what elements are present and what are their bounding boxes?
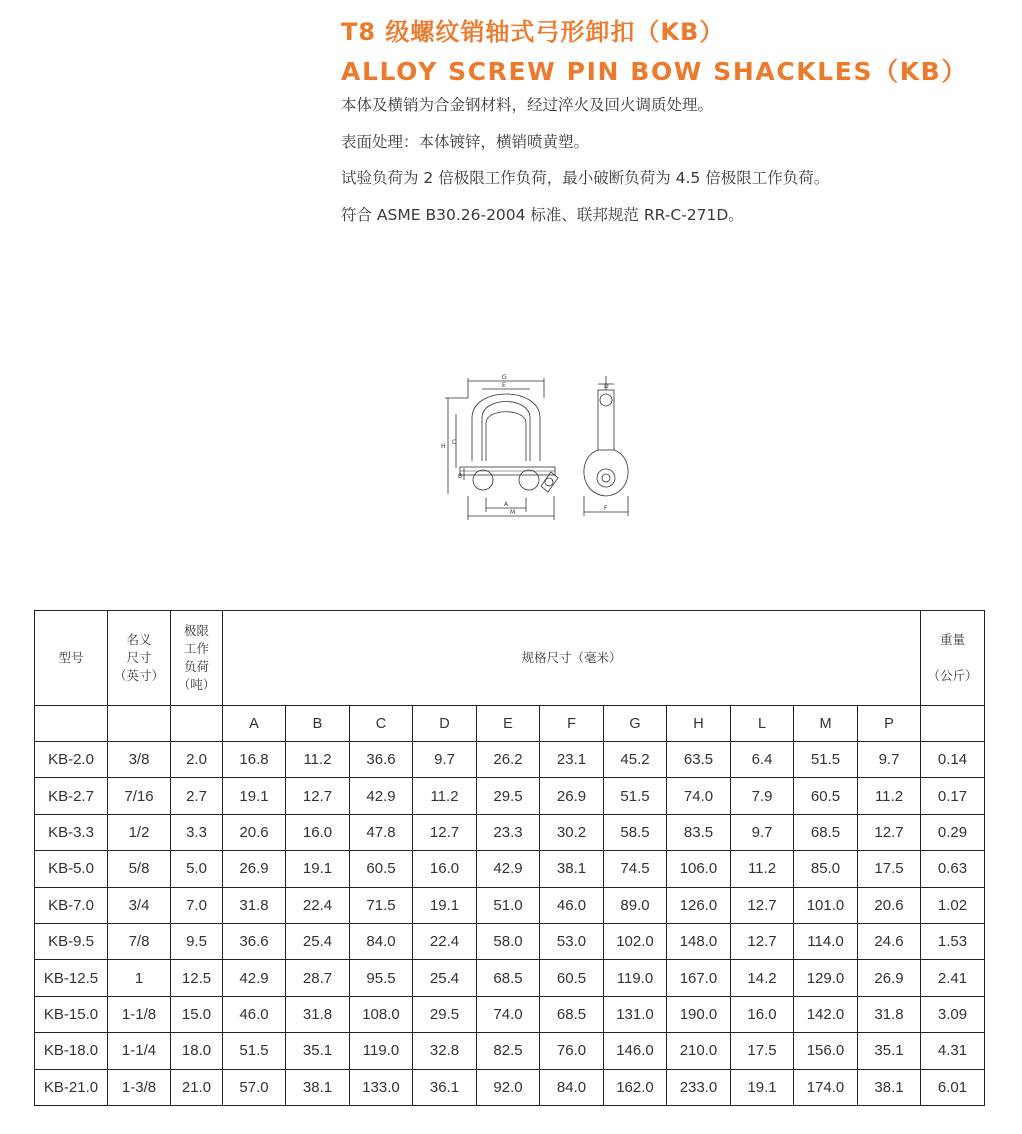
description-line-finish: 表面处理：本体镀锌，横销喷黄塑。 bbox=[341, 132, 590, 151]
table-cell: 25.4 bbox=[286, 923, 350, 959]
dim-label-a: A bbox=[504, 501, 509, 508]
table-cell: 16.0 bbox=[731, 996, 794, 1032]
table-cell: 58.0 bbox=[477, 923, 540, 959]
table-cell: 190.0 bbox=[667, 996, 731, 1032]
table-cell: KB-21.0 bbox=[35, 1069, 108, 1105]
table-cell: 7.0 bbox=[171, 887, 223, 923]
table-cell: 71.5 bbox=[350, 887, 413, 923]
dim-label-h: H bbox=[441, 443, 446, 450]
table-cell: 29.5 bbox=[413, 996, 477, 1032]
table-cell: 38.1 bbox=[286, 1069, 350, 1105]
table-cell: 21.0 bbox=[171, 1069, 223, 1105]
table-cell: 92.0 bbox=[477, 1069, 540, 1105]
table-cell: 9.7 bbox=[731, 814, 794, 850]
column-label-e: E bbox=[477, 706, 540, 742]
table-cell: 3.3 bbox=[171, 814, 223, 850]
table-cell: 19.1 bbox=[286, 851, 350, 887]
table-cell: 23.1 bbox=[540, 742, 604, 778]
table-cell: KB-2.0 bbox=[35, 742, 108, 778]
table-cell: 12.7 bbox=[731, 887, 794, 923]
table-cell: 3/8 bbox=[108, 742, 171, 778]
table-cell: 102.0 bbox=[604, 923, 667, 959]
table-cell: KB-15.0 bbox=[35, 996, 108, 1032]
table-cell: 7.9 bbox=[731, 778, 794, 814]
table-row bbox=[35, 1033, 985, 1069]
column-label-d: D bbox=[413, 706, 477, 742]
table-cell: 0.63 bbox=[921, 851, 985, 887]
table-row bbox=[35, 814, 985, 850]
table-cell: 4.31 bbox=[921, 1033, 985, 1069]
header-dimensions: 规格尺寸（毫米） bbox=[223, 611, 921, 706]
table-cell: 131.0 bbox=[604, 996, 667, 1032]
table-cell: KB-18.0 bbox=[35, 1033, 108, 1069]
table-cell: 14.2 bbox=[731, 960, 794, 996]
table-row bbox=[35, 742, 985, 778]
table-cell: 32.8 bbox=[413, 1033, 477, 1069]
table-cell: 0.17 bbox=[921, 778, 985, 814]
table-cell: 142.0 bbox=[794, 996, 858, 1032]
table-cell: 42.9 bbox=[223, 960, 286, 996]
description-line-material: 本体及横销为合金钢材料，经过淬火及回火调质处理。 bbox=[341, 96, 714, 114]
table-cell: 16.8 bbox=[223, 742, 286, 778]
table-cell: 9.5 bbox=[171, 923, 223, 959]
table-cell: 74.0 bbox=[477, 996, 540, 1032]
column-label-f: F bbox=[540, 706, 604, 742]
table-cell: 126.0 bbox=[667, 887, 731, 923]
table-cell: 51.5 bbox=[604, 778, 667, 814]
column-label-h: H bbox=[667, 706, 731, 742]
table-cell: 45.2 bbox=[604, 742, 667, 778]
column-label-c: C bbox=[350, 706, 413, 742]
table-cell: 0.14 bbox=[921, 742, 985, 778]
table-cell: 1.02 bbox=[921, 887, 985, 923]
table-cell: 19.1 bbox=[731, 1069, 794, 1105]
dim-label-m: M bbox=[510, 509, 516, 516]
table-cell: 26.9 bbox=[858, 960, 921, 996]
table-cell: 60.5 bbox=[794, 778, 858, 814]
column-label-p: P bbox=[858, 706, 921, 742]
table-row bbox=[35, 851, 985, 887]
table-cell: 24.6 bbox=[858, 923, 921, 959]
table-cell: 76.0 bbox=[540, 1033, 604, 1069]
table-cell: KB-5.0 bbox=[35, 851, 108, 887]
dim-label-d: D bbox=[604, 383, 609, 390]
header-working-load-limit: 极限 工作 负荷 （吨） bbox=[171, 611, 223, 706]
dim-label-b: B bbox=[458, 473, 463, 480]
table-row bbox=[35, 960, 985, 996]
table-cell: 26.2 bbox=[477, 742, 540, 778]
table-cell: 20.6 bbox=[223, 814, 286, 850]
table-cell: 35.1 bbox=[286, 1033, 350, 1069]
table-cell: 46.0 bbox=[223, 996, 286, 1032]
table-cell: KB-12.5 bbox=[35, 960, 108, 996]
table-cell: 18.0 bbox=[171, 1033, 223, 1069]
table-cell: 16.0 bbox=[286, 814, 350, 850]
product-title-en: ALLOY SCREW PIN BOW SHACKLES（KB） bbox=[341, 57, 968, 86]
table-cell: 11.2 bbox=[731, 851, 794, 887]
table-cell: 1 bbox=[108, 960, 171, 996]
table-cell: 19.1 bbox=[413, 887, 477, 923]
table-cell: KB-7.0 bbox=[35, 887, 108, 923]
table-row bbox=[35, 923, 985, 959]
table-cell: 63.5 bbox=[667, 742, 731, 778]
table-cell: 174.0 bbox=[794, 1069, 858, 1105]
table-cell: 5/8 bbox=[108, 851, 171, 887]
table-cell: 12.7 bbox=[731, 923, 794, 959]
column-label-l: L bbox=[731, 706, 794, 742]
table-row bbox=[35, 887, 985, 923]
column-label-a: A bbox=[223, 706, 286, 742]
table-cell: 53.0 bbox=[540, 923, 604, 959]
table-cell: 74.5 bbox=[604, 851, 667, 887]
table-cell: 42.9 bbox=[350, 778, 413, 814]
table-cell: 156.0 bbox=[794, 1033, 858, 1069]
table-row bbox=[35, 778, 985, 814]
table-cell: 12.7 bbox=[413, 814, 477, 850]
table-cell: 2.7 bbox=[171, 778, 223, 814]
table-cell: 57.0 bbox=[223, 1069, 286, 1105]
table-cell: 6.01 bbox=[921, 1069, 985, 1105]
table-cell: KB-3.3 bbox=[35, 814, 108, 850]
table-cell: 35.1 bbox=[858, 1033, 921, 1069]
table-cell: KB-2.7 bbox=[35, 778, 108, 814]
table-cell: 1.53 bbox=[921, 923, 985, 959]
table-cell: 12.7 bbox=[286, 778, 350, 814]
table-cell: 17.5 bbox=[731, 1033, 794, 1069]
table-cell: 5.0 bbox=[171, 851, 223, 887]
table-cell: 1-1/8 bbox=[108, 996, 171, 1032]
table-cell: 167.0 bbox=[667, 960, 731, 996]
table-cell: 1/2 bbox=[108, 814, 171, 850]
dim-label-e: E bbox=[502, 382, 506, 389]
table-cell: 36.1 bbox=[413, 1069, 477, 1105]
table-cell: 82.5 bbox=[477, 1033, 540, 1069]
table-cell: 210.0 bbox=[667, 1033, 731, 1069]
table-cell: 84.0 bbox=[540, 1069, 604, 1105]
dim-label-c: C bbox=[452, 439, 457, 446]
table-cell: 58.5 bbox=[604, 814, 667, 850]
table-cell: 95.5 bbox=[350, 960, 413, 996]
table-cell: 31.8 bbox=[223, 887, 286, 923]
table-subheader-row bbox=[35, 706, 985, 742]
product-description bbox=[341, 93, 829, 239]
specification-table bbox=[34, 610, 985, 1106]
dim-label-g: G bbox=[502, 374, 507, 381]
table-cell: 20.6 bbox=[858, 887, 921, 923]
table-cell: 19.1 bbox=[223, 778, 286, 814]
table-cell: 42.9 bbox=[477, 851, 540, 887]
table-cell: 26.9 bbox=[540, 778, 604, 814]
table-cell: 51.5 bbox=[794, 742, 858, 778]
table-cell: 68.5 bbox=[540, 996, 604, 1032]
shackle-front-view bbox=[445, 378, 558, 520]
table-cell: 51.0 bbox=[477, 887, 540, 923]
table-cell: 31.8 bbox=[858, 996, 921, 1032]
table-cell: 12.7 bbox=[858, 814, 921, 850]
table-cell: 36.6 bbox=[350, 742, 413, 778]
table-cell: 3/4 bbox=[108, 887, 171, 923]
table-row bbox=[35, 1069, 985, 1105]
table-body bbox=[35, 742, 985, 1106]
table-cell: 2.41 bbox=[921, 960, 985, 996]
table-cell: 29.5 bbox=[477, 778, 540, 814]
table-cell: 3.09 bbox=[921, 996, 985, 1032]
table-cell: 11.2 bbox=[858, 778, 921, 814]
table-cell: 31.8 bbox=[286, 996, 350, 1032]
table-cell: KB-9.5 bbox=[35, 923, 108, 959]
table-cell: 23.3 bbox=[477, 814, 540, 850]
table-cell: 101.0 bbox=[794, 887, 858, 923]
table-cell: 22.4 bbox=[286, 887, 350, 923]
table-cell: 84.0 bbox=[350, 923, 413, 959]
table-cell: 12.5 bbox=[171, 960, 223, 996]
table-cell: 146.0 bbox=[604, 1033, 667, 1069]
table-cell: 38.1 bbox=[540, 851, 604, 887]
column-label-g: G bbox=[604, 706, 667, 742]
table-cell: 11.2 bbox=[413, 778, 477, 814]
table-cell: 47.8 bbox=[350, 814, 413, 850]
table-cell: 68.5 bbox=[477, 960, 540, 996]
table-cell: 36.6 bbox=[223, 923, 286, 959]
table-cell: 114.0 bbox=[794, 923, 858, 959]
description-line-load: 试验负荷为 2 倍极限工作负荷，最小破断负荷为 4.5 倍极限工作负荷。 bbox=[341, 169, 830, 187]
table-cell: 85.0 bbox=[794, 851, 858, 887]
table-cell: 16.0 bbox=[413, 851, 477, 887]
table-cell: 11.2 bbox=[286, 742, 350, 778]
table-cell: 0.29 bbox=[921, 814, 985, 850]
header-model: 型号 bbox=[35, 611, 108, 706]
table-cell: 7/16 bbox=[108, 778, 171, 814]
table-cell: 162.0 bbox=[604, 1069, 667, 1105]
table-cell: 83.5 bbox=[667, 814, 731, 850]
table-cell: 74.0 bbox=[667, 778, 731, 814]
table-cell: 233.0 bbox=[667, 1069, 731, 1105]
product-title-cn: T8 级螺纹销轴式弓形卸扣（KB） bbox=[341, 18, 725, 46]
table-cell: 38.1 bbox=[858, 1069, 921, 1105]
table-cell: 46.0 bbox=[540, 887, 604, 923]
dim-label-f: F bbox=[604, 505, 608, 512]
table-cell: 51.5 bbox=[223, 1033, 286, 1069]
table-cell: 9.7 bbox=[858, 742, 921, 778]
table-cell: 60.5 bbox=[540, 960, 604, 996]
table-cell: 26.9 bbox=[223, 851, 286, 887]
table-cell: 1-1/4 bbox=[108, 1033, 171, 1069]
table-cell: 25.4 bbox=[413, 960, 477, 996]
description-line-standard: 符合 ASME B30.26-2004 标准、联邦规范 RR-C-271D。 bbox=[341, 205, 744, 224]
table-cell: 68.5 bbox=[794, 814, 858, 850]
column-label-m: M bbox=[794, 706, 858, 742]
table-cell: 28.7 bbox=[286, 960, 350, 996]
header-nominal-size: 名义 尺寸 （英寸） bbox=[108, 611, 171, 706]
table-header-row bbox=[35, 611, 985, 706]
table-cell: 1-3/8 bbox=[108, 1069, 171, 1105]
table-cell: 7/8 bbox=[108, 923, 171, 959]
table-cell: 6.4 bbox=[731, 742, 794, 778]
table-row bbox=[35, 996, 985, 1032]
header-weight: 重量 （公斤） bbox=[921, 611, 985, 706]
column-label-b: B bbox=[286, 706, 350, 742]
table-cell: 9.7 bbox=[413, 742, 477, 778]
table-cell: 89.0 bbox=[604, 887, 667, 923]
table-cell: 129.0 bbox=[794, 960, 858, 996]
table-cell: 133.0 bbox=[350, 1069, 413, 1105]
table-cell: 2.0 bbox=[171, 742, 223, 778]
table-cell: 106.0 bbox=[667, 851, 731, 887]
table-cell: 60.5 bbox=[350, 851, 413, 887]
table-cell: 22.4 bbox=[413, 923, 477, 959]
shackle-dimension-drawing bbox=[438, 368, 648, 524]
table-cell: 108.0 bbox=[350, 996, 413, 1032]
table-cell: 119.0 bbox=[604, 960, 667, 996]
table-cell: 15.0 bbox=[171, 996, 223, 1032]
shackle-side-view bbox=[584, 376, 628, 516]
table-cell: 17.5 bbox=[858, 851, 921, 887]
table-cell: 148.0 bbox=[667, 923, 731, 959]
table-cell: 30.2 bbox=[540, 814, 604, 850]
table-cell: 119.0 bbox=[350, 1033, 413, 1069]
